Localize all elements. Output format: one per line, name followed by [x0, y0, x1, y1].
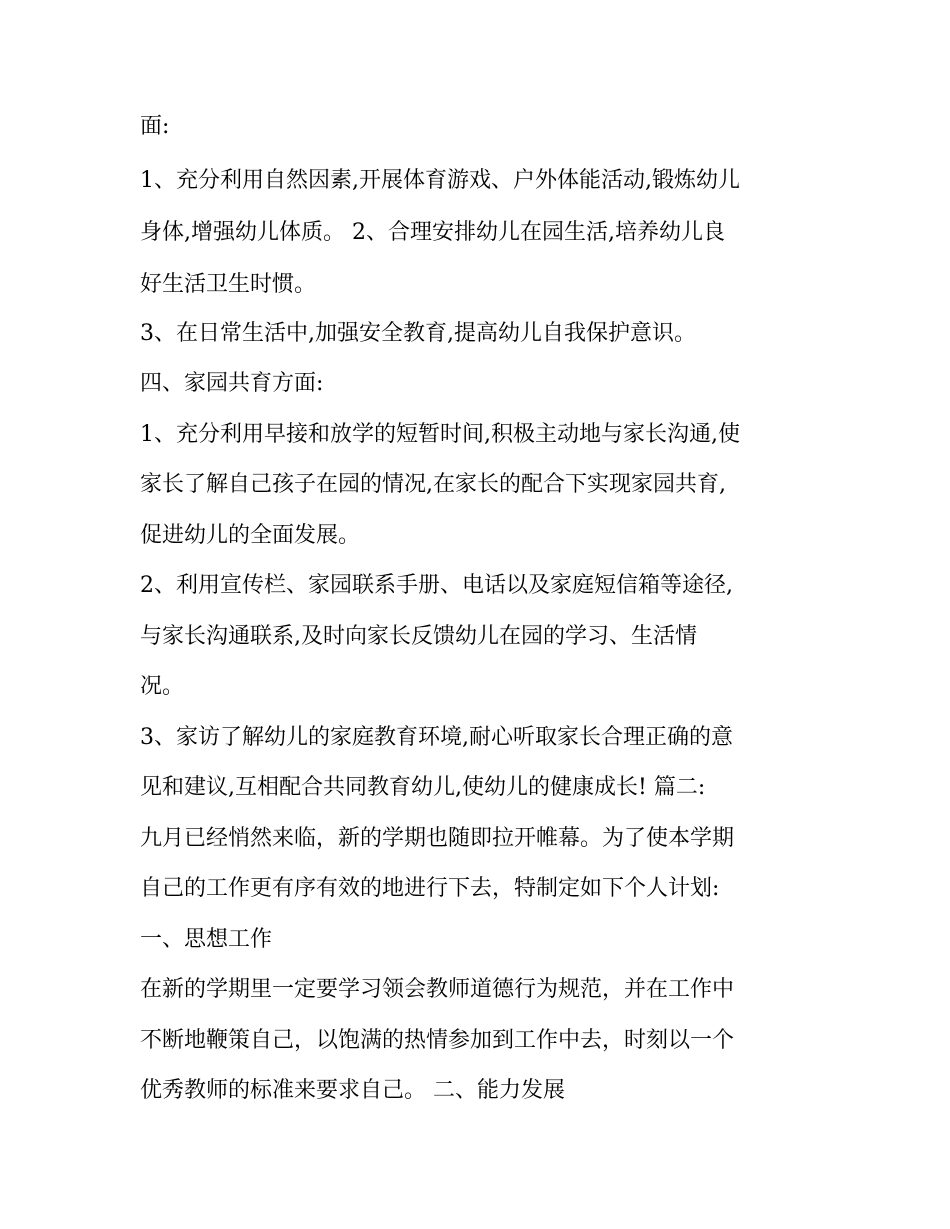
text-line: 2、利用宣传栏、家园联系手册、电话以及家庭短信箱等途径, — [140, 573, 733, 598]
section-heading: 一、思想工作 — [140, 927, 273, 952]
text-line: 促进幼儿的全面发展。 — [140, 523, 361, 548]
text-line: 与家长沟通联系,及时向家长反馈幼儿在园的学习、生活情 — [140, 624, 697, 649]
text-line: 况。 — [140, 674, 185, 699]
text-line: 3、在日常生活中,加强安全教育,提高幼儿自我保护意识。 — [140, 321, 696, 346]
text-line: 3、家访了解幼儿的家庭教育环境,耐心听取家长合理正确的意 — [140, 725, 733, 750]
text-line: 优秀教师的标准来要求自己。 二、能力发展 — [140, 1078, 565, 1103]
text-line: 家长了解自己孩子在园的情况,在家长的配合下实现家园共育, — [140, 472, 726, 497]
text-line: 九月已经悄然来临，新的学期也随即拉开帷幕。为了使本学期 — [140, 826, 735, 851]
text-line: 1、充分利用自然因素,开展体育游戏、户外体能活动,锻炼幼儿 — [140, 168, 740, 193]
text-line: 面: — [140, 114, 170, 139]
section-heading: 四、家园共育方面: — [140, 371, 324, 396]
text-line: 在新的学期里一定要学习领会教师道德行为规范，并在工作中 — [140, 977, 735, 1002]
text-line: 身体,增强幼儿体质。 2、合理安排幼儿在园生活,培养幼儿良 — [140, 220, 725, 245]
text-line: 好生活卫生时惯。 — [140, 272, 317, 297]
text-line: 1、充分利用早接和放学的短暂时间,积极主动地与家长沟通,使 — [140, 422, 740, 447]
text-line: 见和建议,互相配合共同教育幼儿,使幼儿的健康成长! 篇二: — [140, 775, 706, 800]
text-line: 不断地鞭策自己，以饱满的热情参加到工作中去，时刻以一个 — [140, 1028, 735, 1053]
text-line: 自己的工作更有序有效的地进行下去，特制定如下个人计划: — [140, 876, 720, 901]
